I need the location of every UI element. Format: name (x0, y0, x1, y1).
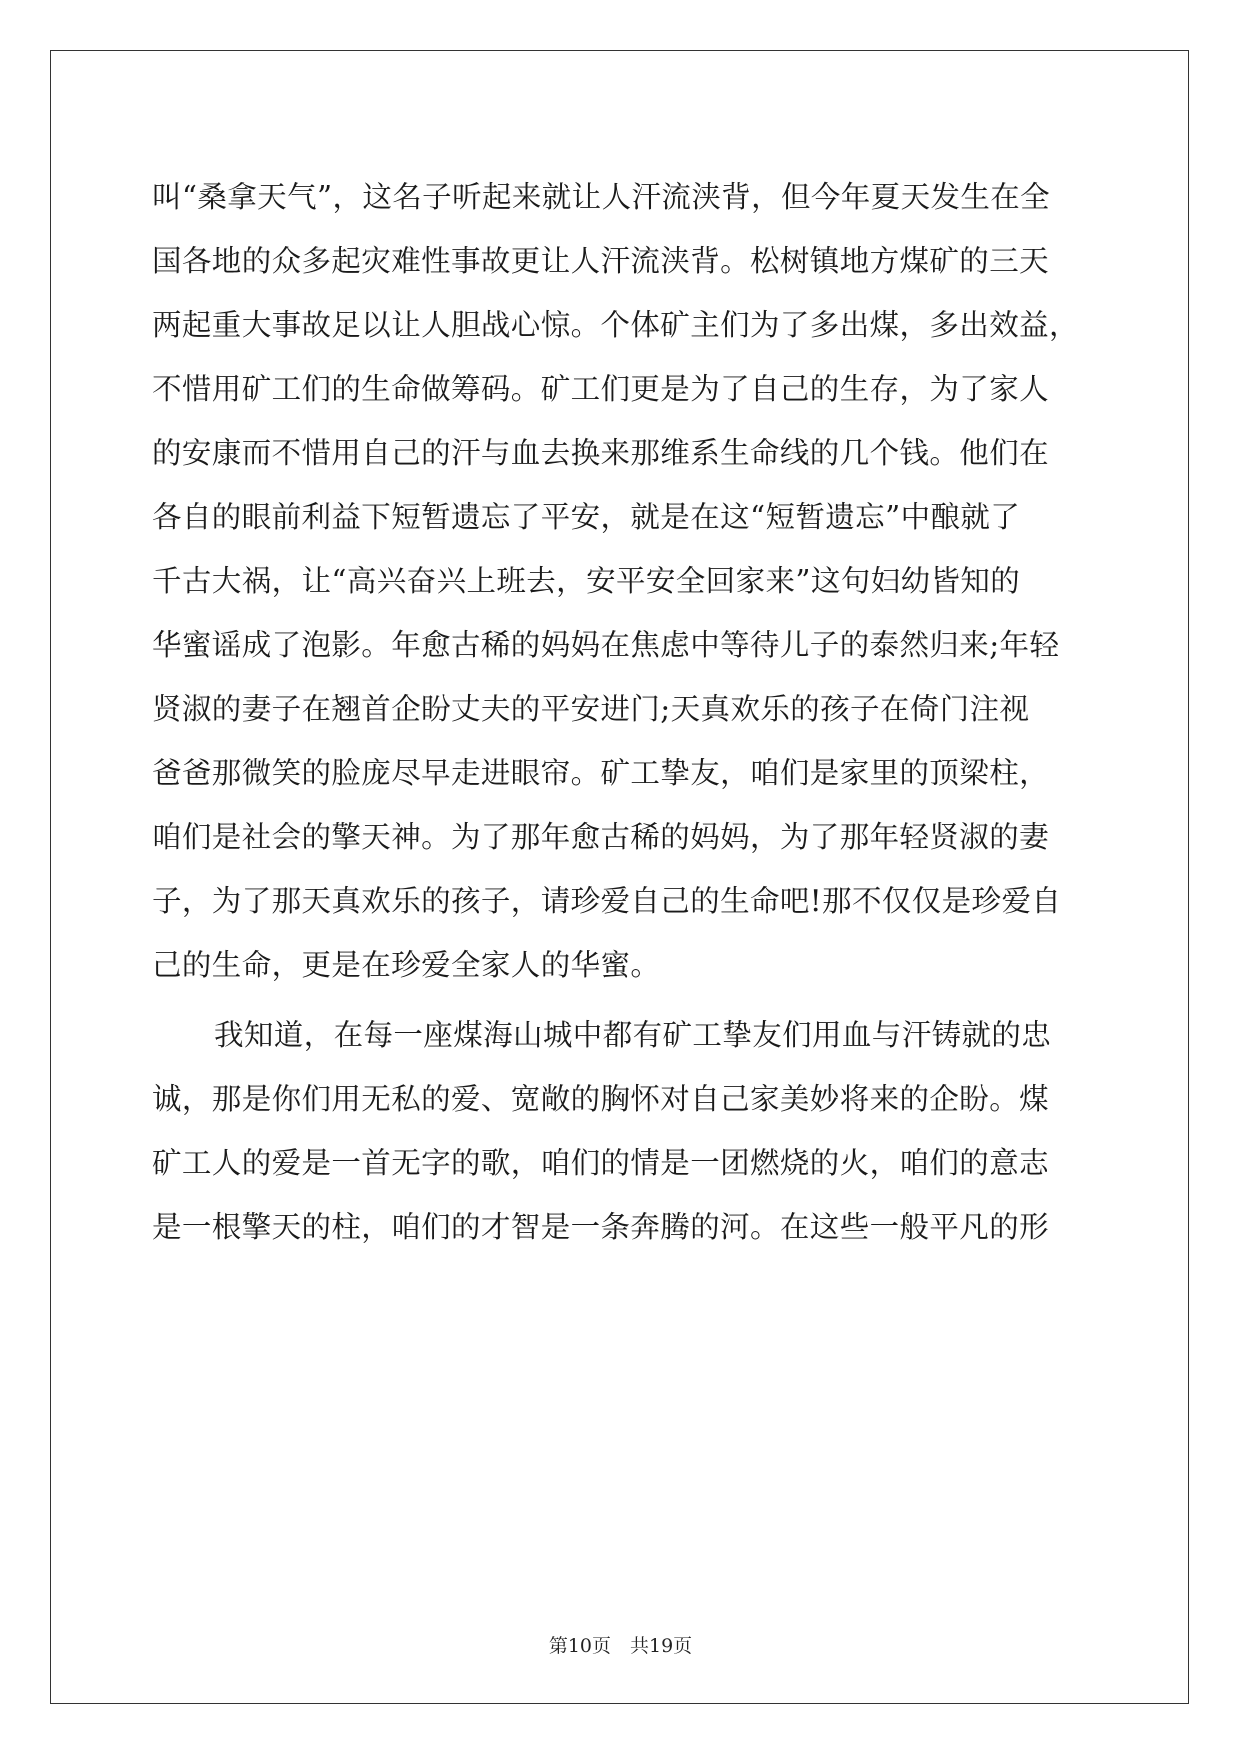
text-line: 叫“桑拿天气”，这名子听起来就让人汗流浃背，但今年夏天发生在全 (152, 180, 1051, 214)
text-line: 我知道，在每一座煤海山城中都有矿工挚友们用血与汗铸就的忠 (214, 1018, 1052, 1052)
text-line: 是一根擎天的柱，咱们的才智是一条奔腾的河。在这些一般平凡的形 (152, 1210, 1050, 1244)
text-line: 各自的眼前利益下短暂遗忘了平安，就是在这“短暂遗忘”中酿就了 (152, 500, 1021, 534)
text-line: 子，为了那天真欢乐的孩子，请珍爱自己的生命吧!那不仅仅是珍爱自 (152, 884, 1062, 918)
text-line: 国各地的众多起灾难性事故更让人汗流浃背。松树镇地方煤矿的三天 (152, 244, 1050, 278)
text-line: 不惜用矿工们的生命做筹码。矿工们更是为了自己的生存，为了家人 (152, 372, 1050, 406)
text-line: 两起重大事故足以让人胆战心惊。个体矿主们为了多出煤，多出效益， (152, 308, 1079, 342)
text-line: 己的生命，更是在珍爱全家人的华蜜。 (152, 948, 661, 982)
document-body (152, 165, 1092, 1259)
text-line: 爸爸那微笑的脸庞尽早走进眼帘。矿工挚友，咱们是家里的顶梁柱， (152, 756, 1050, 790)
text-line: 华蜜谣成了泡影。年愈古稀的妈妈在焦虑中等待儿子的泰然归来;年轻 (152, 628, 1060, 662)
text-line: 贤淑的妻子在翘首企盼丈夫的平安进门;天真欢乐的孩子在倚门注视 (152, 692, 1030, 726)
paragraph-2 (152, 1003, 1092, 1259)
text-line: 诚，那是你们用无私的爱、宽敞的胸怀对自己家美妙将来的企盼。煤 (152, 1082, 1050, 1116)
text-line: 千古大祸，让“高兴奋兴上班去，安平安全回家来”这句妇幼皆知的 (152, 564, 1021, 598)
page-number: 第10页 共19页 (548, 1635, 693, 1657)
text-line: 的安康而不惜用自己的汗与血去换来那维系生命线的几个钱。他们在 (152, 436, 1050, 470)
paragraph-1 (152, 165, 1092, 997)
text-line: 咱们是社会的擎天神。为了那年愈古稀的妈妈，为了那年轻贤淑的妻 (152, 820, 1050, 854)
text-line: 矿工人的爱是一首无字的歌，咱们的情是一团燃烧的火，咱们的意志 (152, 1146, 1050, 1180)
